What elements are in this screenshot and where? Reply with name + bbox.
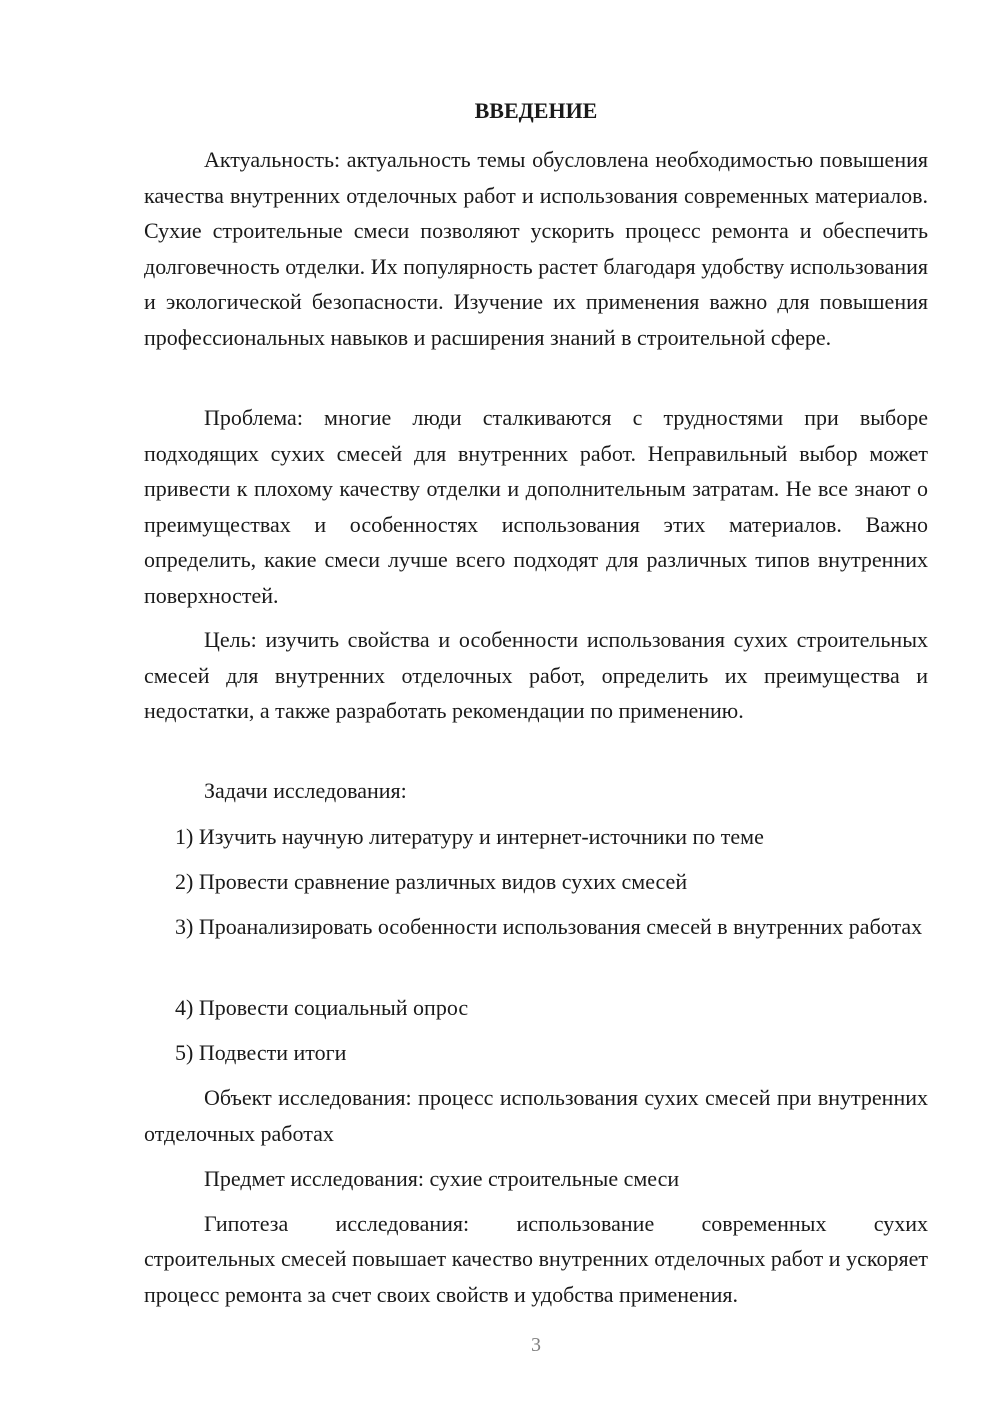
paragraph-hypothesis-continuation: строительных смесей повышает качество внутренних отделочных работ и ускоряет процесс ремонта за счет своих свойств и удобства применения. [144,1246,928,1307]
task-item: 1) Изучить научную литературу и интернет-источники по теме [175,824,764,849]
paragraph-object: Объект исследования: процесс использования сухих смесей при внутренних отделочных работах [144,1085,928,1146]
task-item: 5) Подвести итоги [175,1040,347,1065]
paragraph-subject: Предмет исследования: сухие строительные смеси [204,1166,680,1191]
paragraph-hypothesis-first-line: Гипотеза исследования: использование современных сухих [204,1211,928,1236]
paragraph-problem: Проблема: многие люди сталкиваются с трудностями при выборе подходящих сухих смесей для внутренних работ. Неправильный выбор может привести к плохому качеству отделки и дополнительным затратам. Не все знают о преимуществах и особенностях использования этих материалов. Важно определить, какие смеси лучше всего подходят для различных типов внутренних поверхностей. [144,405,928,608]
task-item: 4) Провести социальный опрос [175,995,469,1020]
paragraph-relevance: Актуальность: актуальность темы обусловлена необходимостью повышения качества внутренних отделочных работ и использования современных материалов. Сухие строительные смеси позволяют ускорить процесс ремонта и обеспечить долговечность отделки. Их популярность растет благодаря удобству использования и экологической безопасности. Изучение их применения важно для повышения профессиональных навыков и расширения знаний в строительной сфере. [144,147,928,350]
page-number: 3 [531,1334,541,1356]
paragraph-goal: Цель: изучить свойства и особенности использования сухих строительных смесей для внутренних отделочных работ, определить их преимущества и недостатки, а также разработать рекомендации по применению. [144,627,928,723]
tasks-heading: Задачи исследования: [204,778,407,803]
task-item: 3) Проанализировать особенности использования смесей в внутренних работах [175,914,923,939]
task-item: 2) Провести сравнение различных видов сухих смесей [175,869,688,894]
section-heading: ВВЕДЕНИЕ [474,98,598,123]
